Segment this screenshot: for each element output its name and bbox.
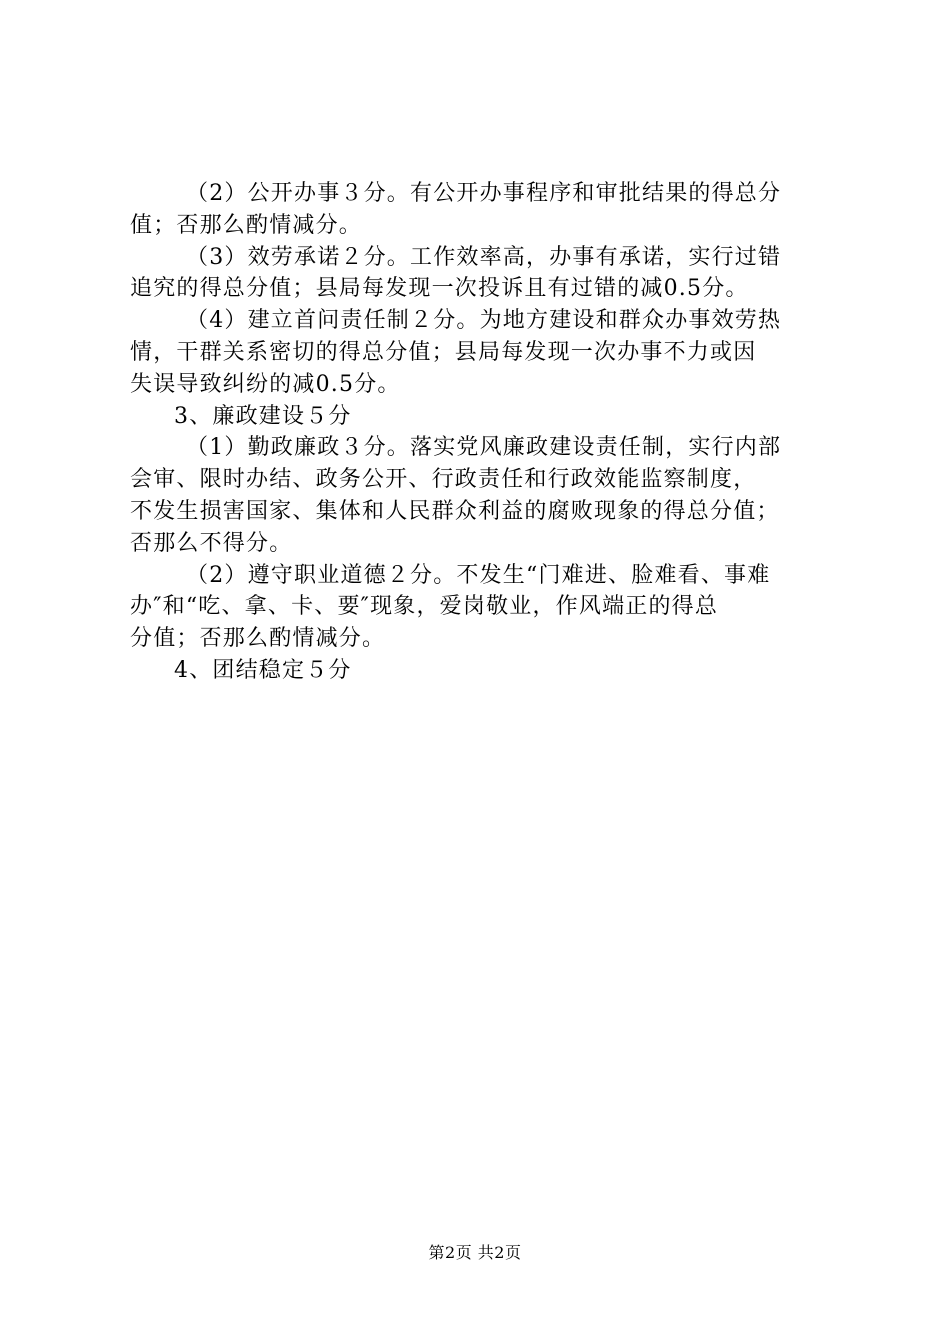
page-footer: 第2页 共2页	[428, 1243, 522, 1262]
paragraph-line: 否那么不得分。	[130, 530, 293, 556]
paragraph-line: 追究的得总分值；县局每发现一次投诉且有过错的减0.5分。	[130, 276, 749, 302]
paragraph-line: 失误导致纠纷的减0.5分。	[130, 371, 401, 397]
paragraph-line: 情，干群关系密切的得总分值；县局每发现一次办事不力或因	[130, 339, 757, 365]
paragraph-line: 值；否那么酌情减分。	[130, 212, 363, 238]
paragraph-line: （2）遵守职业道德２分。不发生“门难进、脸难看、事难	[186, 562, 771, 588]
paragraph-line: （4）建立首问责任制２分。为地方建设和群众办事效劳热	[186, 308, 782, 334]
paragraph-line: （1）勤政廉政３分。落实党风廉政建设责任制，实行内部	[186, 435, 782, 461]
paragraph-line: 不发生损害国家、集体和人民群众利益的腐败现象的得总分值；	[130, 498, 780, 524]
paragraph-line: （3）效劳承诺２分。工作效率高，办事有承诺，实行过错	[186, 244, 782, 270]
paragraph-line: （2）公开办事３分。有公开办事程序和审批结果的得总分	[186, 181, 782, 206]
section-heading: 3、廉政建设５分	[174, 403, 352, 429]
document-body	[130, 178, 835, 687]
paragraph-line: 办″和“吃、拿、卡、要″现象，爱岗敬业，作风端正的得总	[130, 594, 719, 620]
section-heading: 4、团结稳定５分	[174, 657, 352, 683]
paragraph-line: 分值；否那么酌情减分。	[130, 626, 386, 652]
paragraph-line: 会审、限时办结、政务公开、行政责任和行政效能监察制度，	[130, 467, 757, 493]
